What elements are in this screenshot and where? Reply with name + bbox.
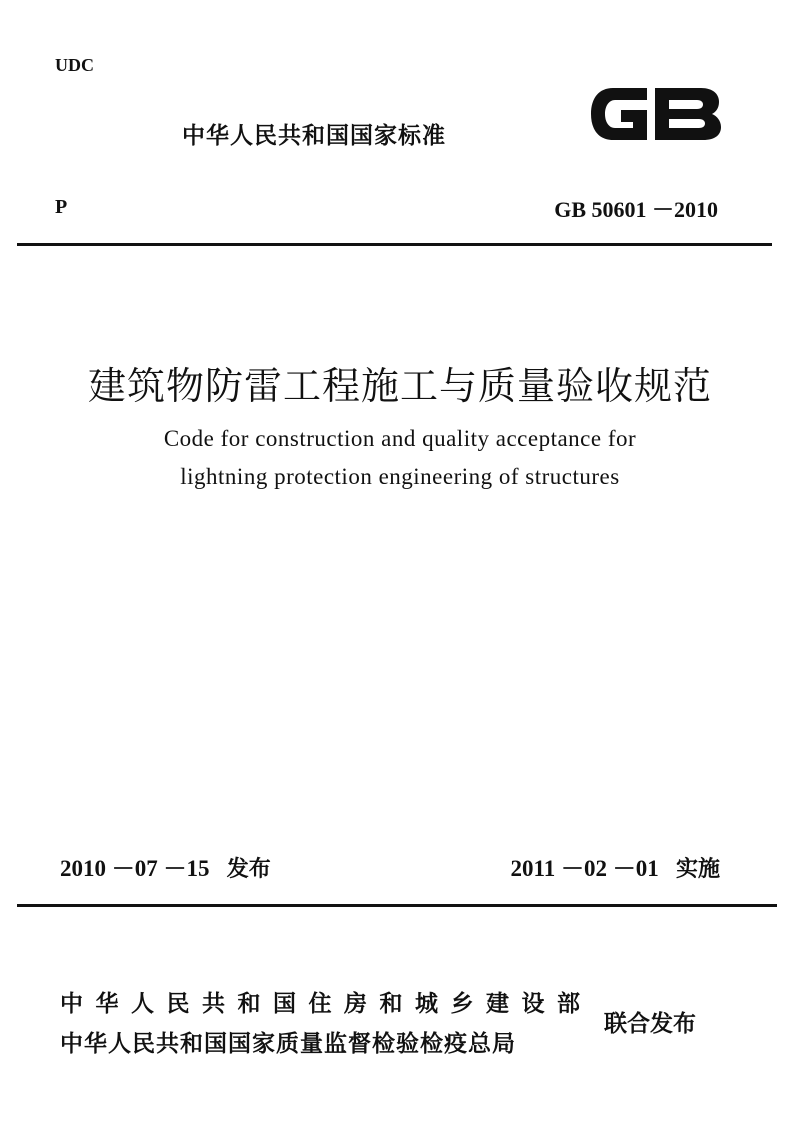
gb-logo-text: GB (585, 80, 587, 81)
gb-logo (585, 80, 725, 148)
issuer-aqsiq: 中华人民共和国国家质量监督检验检疫总局 (60, 1031, 516, 1057)
implement-date: 2011 －02 －01 (510, 856, 659, 881)
udc-label: UDC (55, 55, 94, 75)
issue-date: 2010 －07 －15 (60, 856, 210, 881)
classification-code: P (55, 196, 68, 218)
top-divider (17, 243, 772, 246)
standard-number: GB 50601 －2010 (554, 197, 718, 222)
joint-issue-label: 联合发布 (604, 1011, 696, 1037)
issuer-ministry: 中华人民共和国住房和城乡建设部 (60, 991, 593, 1017)
title-chinese: 建筑物防雷工程施工与质量验收规范 (87, 364, 712, 408)
issue-date-block (60, 850, 271, 883)
implement-label: 实施 (675, 857, 720, 882)
title-english-line1: Code for construction and quality acceptance for (163, 426, 637, 451)
issue-label: 发布 (226, 857, 271, 882)
standard-type-heading: 中华人民共和国国家标准 (182, 123, 446, 149)
title-english-line2: lightning protection engineering of structures (180, 464, 620, 489)
implement-date-block (511, 850, 721, 883)
bottom-divider (17, 904, 777, 907)
